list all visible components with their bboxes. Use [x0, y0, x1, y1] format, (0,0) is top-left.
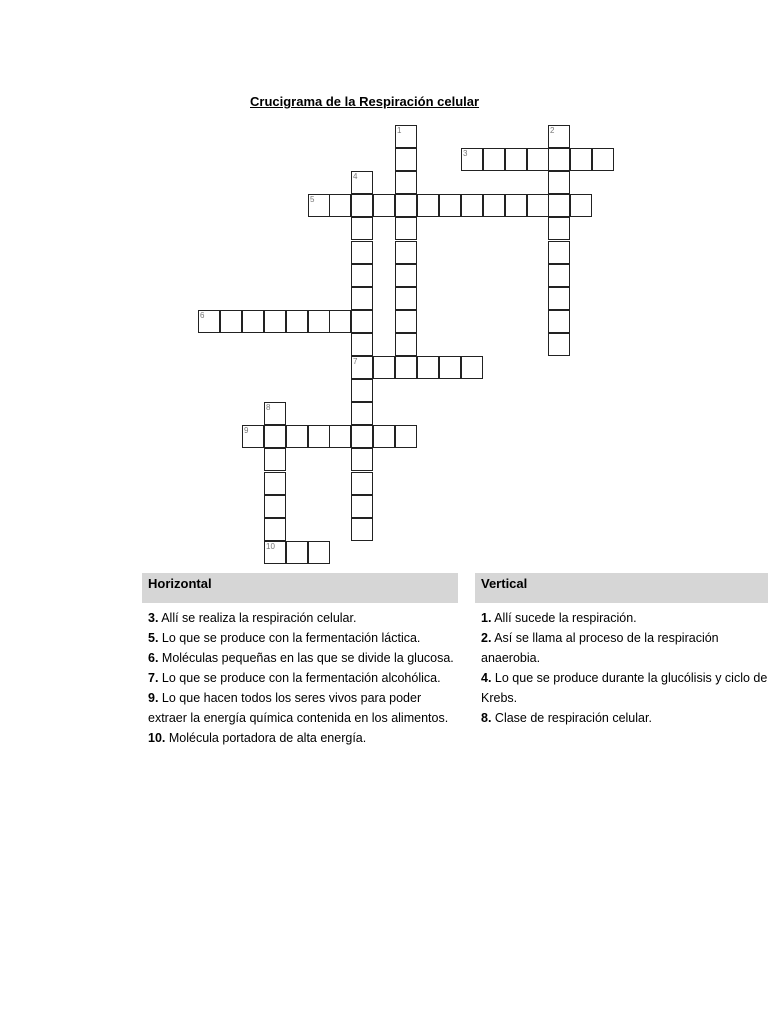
crossword-cell[interactable] — [220, 310, 242, 333]
crossword-cell[interactable] — [483, 148, 505, 171]
crossword-cell[interactable] — [242, 310, 264, 333]
crossword-cell[interactable] — [461, 148, 483, 171]
crossword-cell[interactable] — [395, 356, 417, 379]
crossword-cell[interactable] — [395, 194, 417, 217]
crossword-cell[interactable] — [461, 194, 483, 217]
horizontal-heading: Horizontal — [142, 573, 458, 603]
crossword-cell[interactable] — [505, 148, 527, 171]
clue-item: 4. Lo que se produce durante la glucólisis y ciclo de Krebs. — [481, 671, 768, 705]
crossword-cell[interactable] — [351, 287, 373, 310]
crossword-cell[interactable] — [264, 448, 286, 471]
crossword-cell[interactable] — [417, 194, 439, 217]
crossword-cell[interactable] — [351, 333, 373, 356]
crossword-cell[interactable] — [373, 194, 395, 217]
crossword-cell[interactable] — [395, 333, 417, 356]
crossword-cell[interactable] — [439, 356, 461, 379]
crossword-cell[interactable] — [548, 310, 570, 333]
crossword-cell[interactable] — [395, 217, 417, 240]
crossword-cell[interactable] — [242, 425, 264, 448]
crossword-cell[interactable] — [351, 217, 373, 240]
crossword-cell[interactable] — [395, 241, 417, 264]
horizontal-clues — [142, 573, 458, 748]
crossword-cell[interactable] — [264, 472, 286, 495]
crossword-cell[interactable] — [461, 356, 483, 379]
clue-number: 6 — [200, 311, 205, 320]
crossword-cell[interactable] — [395, 425, 417, 448]
clue-number: 10 — [266, 542, 275, 551]
crossword-cell[interactable] — [548, 171, 570, 194]
crossword-cell[interactable] — [548, 264, 570, 287]
clue-item: 6. Moléculas pequeñas en las que se divide la glucosa. — [148, 651, 454, 665]
clue-item: 5. Lo que se produce con la fermentación láctica. — [148, 631, 421, 645]
crossword-cell[interactable] — [592, 148, 614, 171]
crossword-cell[interactable] — [417, 356, 439, 379]
clue-item: 2. Así se llama al proceso de la respiración anaerobia. — [481, 631, 719, 665]
crossword-cell[interactable] — [373, 425, 395, 448]
crossword-cell[interactable] — [548, 194, 570, 217]
crossword-cell[interactable] — [329, 194, 351, 217]
crossword-cell[interactable] — [483, 194, 505, 217]
crossword-cell[interactable] — [395, 310, 417, 333]
crossword-cell[interactable] — [351, 495, 373, 518]
crossword-cell[interactable] — [351, 194, 373, 217]
crossword-cell[interactable] — [351, 356, 373, 379]
clue-number: 8 — [266, 403, 271, 412]
crossword-cell[interactable] — [351, 425, 373, 448]
crossword-cell[interactable] — [351, 379, 373, 402]
crossword-cell[interactable] — [351, 402, 373, 425]
crossword-cell[interactable] — [548, 241, 570, 264]
crossword-cell[interactable] — [527, 148, 549, 171]
clue-number: 1 — [397, 126, 402, 135]
crossword-cell[interactable] — [570, 194, 592, 217]
crossword-cell[interactable] — [439, 194, 461, 217]
clue-item: 1. Allí sucede la respiración. — [481, 611, 637, 625]
clue-item: 9. Lo que hacen todos los seres vivos para poder extraer la energía química contenida en los alimentos. — [148, 691, 449, 725]
crossword-cell[interactable] — [351, 171, 373, 194]
crossword-cell[interactable] — [308, 425, 330, 448]
clue-item: 7. Lo que se produce con la fermentación alcohólica. — [148, 671, 441, 685]
crossword-cell[interactable] — [264, 425, 286, 448]
crossword-cell[interactable] — [308, 194, 330, 217]
page-title: Crucigrama de la Respiración celular — [250, 94, 480, 109]
crossword-cell[interactable] — [329, 425, 351, 448]
crossword-cell[interactable] — [505, 194, 527, 217]
crossword-cell[interactable] — [264, 495, 286, 518]
crossword-cell[interactable] — [548, 125, 570, 148]
crossword-cell[interactable] — [264, 402, 286, 425]
crossword-cell[interactable] — [395, 125, 417, 148]
crossword-cell[interactable] — [527, 194, 549, 217]
vertical-heading: Vertical — [475, 573, 768, 603]
crossword-cell[interactable] — [286, 541, 308, 564]
crossword-cell[interactable] — [548, 217, 570, 240]
crossword-cell[interactable] — [308, 541, 330, 564]
clue-number: 7 — [353, 357, 358, 366]
crossword-cell[interactable] — [308, 310, 330, 333]
crossword-cell[interactable] — [351, 518, 373, 541]
crossword-cell[interactable] — [395, 287, 417, 310]
crossword-cell[interactable] — [395, 264, 417, 287]
clue-number: 3 — [463, 149, 468, 158]
crossword-cell[interactable] — [373, 356, 395, 379]
crossword-cell[interactable] — [548, 287, 570, 310]
crossword-cell[interactable] — [351, 448, 373, 471]
clue-number: 5 — [310, 195, 315, 204]
clue-number: 9 — [244, 426, 249, 435]
clue-item: 10. Molécula portadora de alta energía. — [148, 731, 367, 745]
crossword-cell[interactable] — [548, 148, 570, 171]
crossword-cell[interactable] — [351, 310, 373, 333]
crossword-cell[interactable] — [198, 310, 220, 333]
vertical-clue-list — [475, 603, 768, 728]
crossword-cell[interactable] — [395, 171, 417, 194]
crossword-cell[interactable] — [264, 541, 286, 564]
horizontal-clue-list — [142, 603, 458, 748]
crossword-cell[interactable] — [329, 310, 351, 333]
crossword-cell[interactable] — [264, 518, 286, 541]
clue-item: 3. Allí se realiza la respiración celular. — [148, 611, 357, 625]
clue-number: 2 — [550, 126, 555, 135]
crossword-cell[interactable] — [548, 333, 570, 356]
clue-number: 4 — [353, 172, 358, 181]
clue-item: 8. Clase de respiración celular. — [481, 711, 652, 725]
crossword-cell[interactable] — [286, 425, 308, 448]
crossword-cell[interactable] — [351, 472, 373, 495]
vertical-clues — [475, 573, 768, 728]
crossword-cell[interactable] — [286, 310, 308, 333]
crossword-cell[interactable] — [351, 241, 373, 264]
crossword-cell[interactable] — [351, 264, 373, 287]
crossword-cell[interactable] — [395, 148, 417, 171]
crossword-cell[interactable] — [570, 148, 592, 171]
crossword-cell[interactable] — [264, 310, 286, 333]
